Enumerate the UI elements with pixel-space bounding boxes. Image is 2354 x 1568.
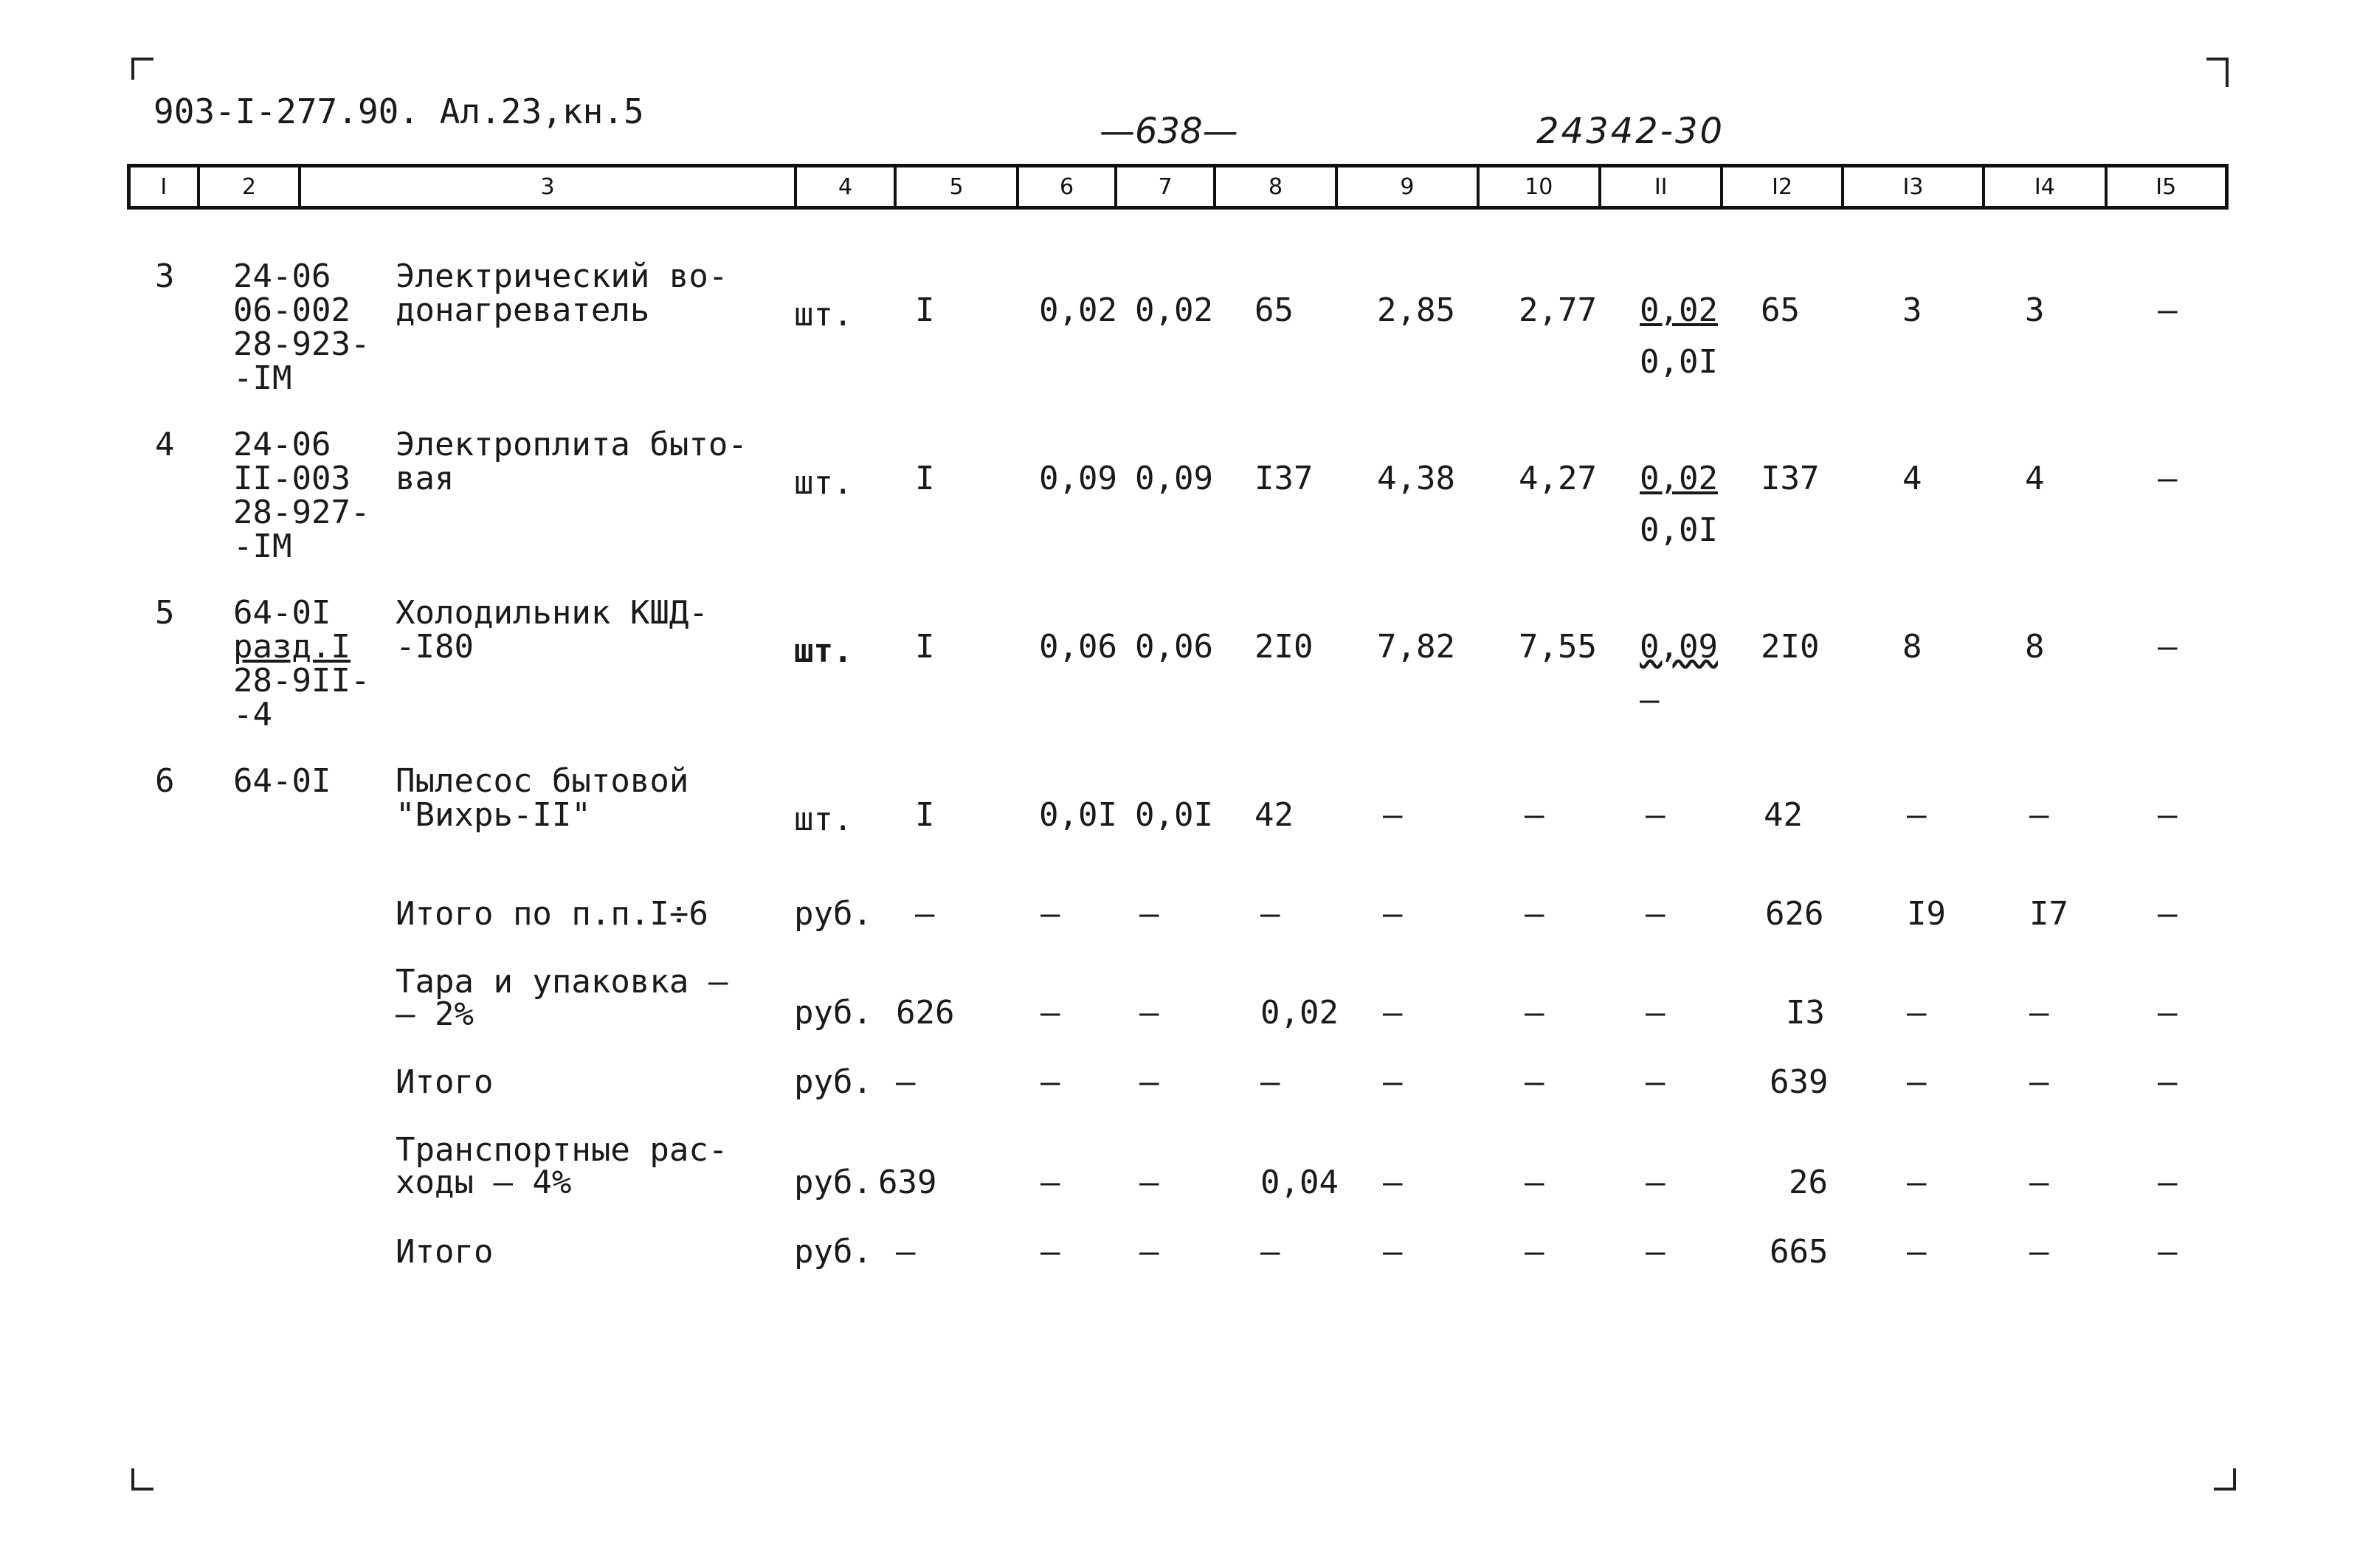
col11-value: – — [1646, 1063, 1666, 1101]
unit: шт. — [794, 632, 853, 670]
col9-value: – — [1383, 895, 1403, 933]
unit: шт. — [794, 464, 853, 502]
col7-value: 0,09 — [1135, 460, 1213, 497]
col14-value: – — [2029, 1063, 2049, 1101]
col7-value: 0,02 — [1135, 291, 1213, 329]
col13-value: – — [1907, 1063, 1927, 1101]
item-name-line: -I80 — [396, 628, 474, 666]
summary-label: Транспортные рас- — [396, 1131, 728, 1169]
col13-value: – — [1907, 1233, 1927, 1271]
page-number: —638— — [1100, 111, 1238, 152]
quantity: I — [915, 796, 935, 834]
col6-value: – — [1040, 1164, 1060, 1201]
col-header-7: 7 — [1117, 167, 1216, 206]
col9-value: – — [1383, 1233, 1403, 1271]
col11-value-top: 0,02 — [1640, 291, 1718, 329]
quantity: I — [915, 291, 935, 329]
col5-value: 626 — [896, 994, 955, 1032]
unit: руб. — [794, 1233, 872, 1271]
item-name-line: вая — [396, 460, 455, 497]
col6-value: – — [1040, 1233, 1060, 1271]
col15-value: – — [2158, 994, 2178, 1032]
item-code-line: 24-06 — [233, 258, 331, 295]
col9-value: – — [1383, 994, 1403, 1032]
col14-value: – — [2029, 994, 2049, 1032]
col9-value: 7,82 — [1377, 628, 1455, 666]
col11-value: – — [1646, 1164, 1666, 1201]
col8-value: 0,04 — [1260, 1164, 1339, 1201]
col15-value: – — [2158, 1063, 2178, 1101]
col-header-15: I5 — [2155, 173, 2177, 200]
unit: шт. — [794, 296, 853, 334]
col7-value: 0,06 — [1135, 628, 1213, 666]
row-number: 6 — [155, 762, 175, 800]
col14-value: 8 — [2025, 628, 2045, 666]
unit: руб. — [794, 895, 872, 933]
col14-value: – — [2029, 1233, 2049, 1271]
col-header-2: 2 — [200, 167, 302, 206]
item-code-line: 64-0I — [233, 594, 331, 632]
item-name-line: Пылесос бытовой — [396, 762, 689, 800]
col6-value: – — [1040, 895, 1060, 933]
col13-value: – — [1907, 1164, 1927, 1201]
col8-value: I37 — [1254, 460, 1314, 497]
row-number: 5 — [155, 594, 175, 632]
col15-value: – — [2158, 460, 2178, 497]
col10-value: – — [1525, 1063, 1544, 1101]
col-header-11: II — [1601, 167, 1723, 206]
col6-value: – — [1040, 994, 1060, 1032]
col13-value: – — [1907, 994, 1927, 1032]
col11-value-bottom: 0,0I — [1640, 343, 1718, 381]
item-code-line: -4 — [233, 696, 272, 733]
col10-value: – — [1525, 796, 1544, 834]
item-code-line: 28-9II- — [233, 662, 370, 700]
summary-label: Тара и упаковка – — [396, 963, 728, 1001]
col6-value: 0,0I — [1039, 796, 1117, 834]
col8-value: – — [1260, 1063, 1280, 1101]
col7-value: – — [1139, 1063, 1159, 1101]
col12-value: 626 — [1765, 895, 1824, 933]
corner-mark-bottom-right — [2214, 1468, 2236, 1491]
col13-value: I9 — [1907, 895, 1946, 933]
item-name-line: "Вихрь-II" — [396, 796, 591, 834]
col-header-1: I — [131, 167, 200, 206]
col15-value: – — [2158, 291, 2178, 329]
row-number: 4 — [155, 426, 175, 463]
corner-mark-top-right — [2206, 58, 2229, 87]
item-code-line: II-003 — [233, 460, 351, 497]
col6-value: 0,06 — [1039, 628, 1117, 666]
unit: шт. — [794, 801, 853, 838]
col6-value: 0,09 — [1039, 460, 1117, 497]
col-header-10: 10 — [1480, 167, 1601, 206]
col11-value-top: 0,02 — [1640, 460, 1718, 497]
item-name-line: Электрический во- — [396, 258, 728, 295]
col7-value: – — [1139, 1233, 1159, 1271]
col10-value: – — [1525, 1233, 1544, 1271]
corner-mark-bottom-left — [131, 1468, 153, 1491]
unit: руб. — [794, 1063, 872, 1101]
summary-label: Итого — [396, 1063, 494, 1101]
col-header-14: I4 — [1985, 167, 2107, 206]
unit: руб. — [794, 994, 872, 1032]
col5-value: 639 — [878, 1164, 937, 1201]
col15-value: – — [2158, 1164, 2178, 1201]
col12-value: I3 — [1786, 994, 1825, 1032]
col-header-12: I2 — [1723, 167, 1843, 206]
sheet-code: 24342-30 — [1536, 111, 1725, 152]
col13-value: 3 — [1902, 291, 1922, 329]
col10-value: – — [1525, 895, 1544, 933]
item-code-line: 06-002 — [233, 291, 351, 329]
col12-value: 42 — [1764, 796, 1803, 834]
col-header-3: 3 — [301, 167, 797, 206]
col-header-6: 6 — [1019, 167, 1118, 206]
col14-value: – — [2029, 796, 2049, 834]
col11-value: – — [1646, 895, 1666, 933]
col5-value: – — [896, 1063, 916, 1101]
col15-value: – — [2158, 1233, 2178, 1271]
col14-value: – — [2029, 1164, 2049, 1201]
col11-value: – — [1646, 994, 1666, 1032]
col-header-8: 8 — [1216, 167, 1338, 206]
item-code-line: 28-923- — [233, 325, 370, 363]
col8-value: 2I0 — [1254, 628, 1314, 666]
unit: руб. — [794, 1164, 872, 1201]
col10-value: – — [1525, 1164, 1544, 1201]
col7-value: 0,0I — [1135, 796, 1213, 834]
col8-value: – — [1260, 895, 1280, 933]
col13-value: 4 — [1902, 460, 1922, 497]
summary-label: Итого — [396, 1233, 494, 1271]
col10-value: 2,77 — [1519, 291, 1597, 329]
summary-label: – 2% — [396, 995, 474, 1033]
col11-value-top: 0,09 — [1640, 628, 1718, 666]
col12-value: I37 — [1761, 460, 1820, 497]
col14-value: 3 — [2025, 291, 2045, 329]
col15-value: – — [2158, 895, 2178, 933]
quantity: I — [915, 628, 935, 666]
col8-value: 42 — [1254, 796, 1294, 834]
col-header-9: 9 — [1338, 167, 1479, 206]
col7-value: – — [1139, 994, 1159, 1032]
col12-value: 665 — [1770, 1233, 1829, 1271]
col6-value: 0,02 — [1039, 291, 1117, 329]
col-header-13: I3 — [1844, 167, 1985, 206]
col-header-5: 5 — [897, 167, 1018, 206]
col12-value: 26 — [1789, 1164, 1828, 1201]
col9-value: 4,38 — [1377, 460, 1455, 497]
col9-value: – — [1383, 796, 1403, 834]
col11-value-bottom: – — [1640, 681, 1660, 719]
col6-value: – — [1040, 1063, 1060, 1101]
col9-value: 2,85 — [1377, 291, 1455, 329]
col7-value: – — [1139, 895, 1159, 933]
col11-value-top: – — [1646, 796, 1666, 834]
col9-value: – — [1383, 1164, 1403, 1201]
corner-mark-top-left — [131, 58, 153, 80]
item-name-line: Электроплита быто- — [396, 426, 748, 463]
col9-value: – — [1383, 1063, 1403, 1101]
column-number-header — [127, 164, 2229, 210]
col5-value: – — [915, 895, 935, 933]
col12-value: 2I0 — [1761, 628, 1820, 666]
col11-value-bottom: 0,0I — [1640, 511, 1718, 549]
item-code-line: 28-927- — [233, 494, 370, 531]
col5-value: – — [896, 1233, 916, 1271]
col13-value: 8 — [1902, 628, 1922, 666]
col11-value: – — [1646, 1233, 1666, 1271]
col12-value: 639 — [1770, 1063, 1829, 1101]
col13-value: – — [1907, 796, 1927, 834]
item-code-line: -IM — [233, 359, 292, 397]
col-header-4: 4 — [797, 167, 897, 206]
item-code-line: разд.I — [233, 628, 351, 666]
summary-label: Итого по п.п.I÷6 — [396, 895, 708, 933]
col7-value: – — [1139, 1164, 1159, 1201]
item-code-line: 24-06 — [233, 426, 331, 463]
col10-value: 4,27 — [1519, 460, 1597, 497]
item-code-line: -IM — [233, 528, 292, 565]
document-code: 903-I-277.90. Ал.23,кн.5 — [153, 91, 644, 131]
col10-value: – — [1525, 994, 1544, 1032]
col15-value: – — [2158, 628, 2178, 666]
col12-value: 65 — [1761, 291, 1800, 329]
summary-label: ходы – 4% — [396, 1164, 572, 1201]
col14-value: I7 — [2029, 895, 2068, 933]
item-name-line: Холодильник КШД- — [396, 594, 708, 632]
row-number: 3 — [155, 258, 175, 295]
col8-value: 0,02 — [1260, 994, 1339, 1032]
col14-value: 4 — [2025, 460, 2045, 497]
col8-value: 65 — [1254, 291, 1294, 329]
item-name-line: донагреватель — [396, 291, 650, 329]
col10-value: 7,55 — [1519, 628, 1597, 666]
quantity: I — [915, 460, 935, 497]
item-code-line: 64-0I — [233, 762, 331, 800]
col15-value: – — [2158, 796, 2178, 834]
col8-value: – — [1260, 1233, 1280, 1271]
